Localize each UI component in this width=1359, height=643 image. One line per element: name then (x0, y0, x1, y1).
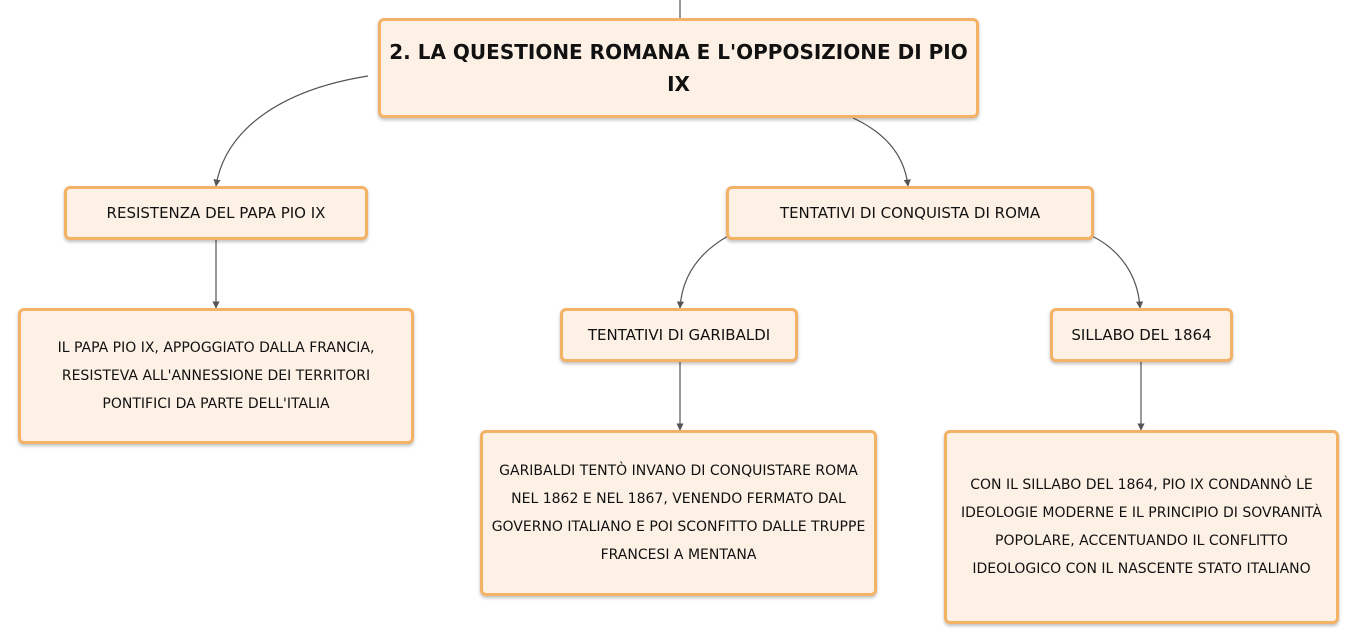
connector-right-sillabo (1092, 236, 1140, 308)
garibaldi-title: TENTATIVI DI GARIBALDI (587, 326, 771, 344)
sillabo-detail-node[interactable] (944, 430, 1339, 624)
connector-root-right (853, 118, 908, 186)
root-title: 2. LA QUESTIONE ROMANA E L'OPPOSIZIONE DI PIO IX (389, 40, 968, 96)
resistenza-detail-text: IL PAPA PIO IX, APPOGGIATO DALLA FRANCIA, RESISTEVA ALL'ANNESSIONE DEI TERRITORI PONTIFICI DA PARTE DELL'ITALIA (57, 340, 375, 412)
garibaldi-detail-text: GARIBALDI TENTÒ INVANO DI CONQUISTARE ROMA NEL 1862 E NEL 1867, VENENDO FERMATO DAL GOVERNO ITALIANO E POI SCONFITTO DALLE TRUPPE FRANCESI A MENTANA (491, 463, 866, 563)
root-node[interactable] (378, 18, 979, 118)
connector-root-left (216, 76, 368, 186)
garibaldi-node[interactable] (560, 308, 798, 362)
tentativi-conquista-title: TENTATIVI DI CONQUISTA DI ROMA (779, 204, 1041, 222)
sillabo-detail-text: CON IL SILLABO DEL 1864, PIO IX CONDANNÒ LE IDEOLOGIE MODERNE E IL PRINCIPIO DI SOVRANITÀ POPOLARE, ACCENTUANDO IL CONFLITTO IDEOLOGICO CON IL NASCENTE STATO ITALIANO (961, 477, 1322, 577)
garibaldi-detail-node[interactable] (480, 430, 877, 596)
connector-right-garibaldi (680, 236, 728, 308)
resistenza-detail-node[interactable] (18, 308, 414, 444)
sillabo-node[interactable] (1050, 308, 1233, 362)
sillabo-title: SILLABO DEL 1864 (1071, 326, 1212, 344)
resistenza-title: RESISTENZA DEL PAPA PIO IX (106, 204, 326, 222)
tentativi-conquista-node[interactable] (726, 186, 1094, 240)
resistenza-node[interactable] (64, 186, 368, 240)
